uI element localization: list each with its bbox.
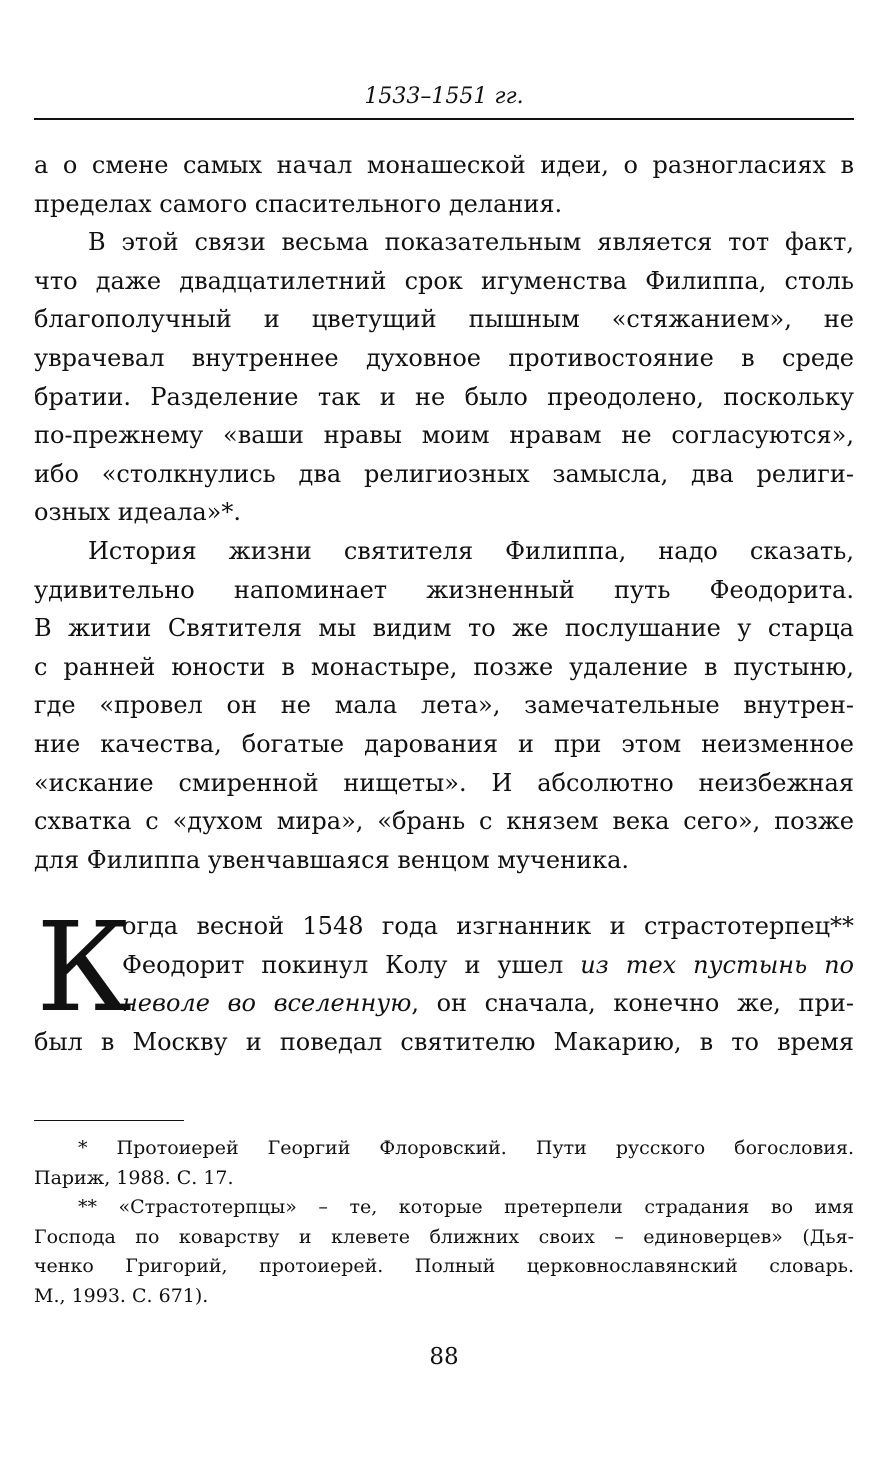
paragraph-continuation <box>34 146 854 223</box>
text-line <box>34 946 854 985</box>
paragraph-philip-life <box>34 532 854 879</box>
text-line: братии. Разделение так и не было преодолено, поскольку <box>34 382 854 411</box>
text-line: удивительно напоминает жизненный путь Феодорита. <box>34 575 854 604</box>
text-line: с ранней юности в монастыре, позже удаление в пустыню, <box>34 652 854 681</box>
header-rule <box>34 118 854 120</box>
italic-quote: из тех пустынь по <box>580 950 854 979</box>
text-line: благополучный и цветущий пышным «стяжанием», не <box>34 305 854 334</box>
running-head: 1533–1551 гг. <box>364 84 524 109</box>
italic-quote: неволе во вселенную <box>122 989 412 1018</box>
footnote-line: Господа по коварству и клевете ближних своих – единоверцев» (Дья- <box>34 1225 854 1248</box>
text-line: ние качества, богатые дарования и при этом неизменное <box>34 729 854 758</box>
text-line: а о смене самых начал монашеской идеи, о разногласиях в <box>34 151 854 179</box>
footnote <box>34 1134 854 1193</box>
footnote <box>34 1193 854 1311</box>
main-text <box>34 146 854 1062</box>
footnote-line: ** «Страстотерпцы» – те, которые претерпели страдания во имя <box>78 1196 854 1218</box>
text-line: был в Москву и поведал святителю Макарию, в то время <box>34 1028 854 1057</box>
text-segment: , он сначала, конечно же, при- <box>411 989 854 1018</box>
drop-cap: К <box>36 896 132 1041</box>
footnote-line: Париж, 1988. С. 17. <box>34 1166 234 1189</box>
text-line: «искание смиренной нищеты». И абсолютно неизбежная <box>34 768 854 797</box>
text-line: ибо «столкнулись два религиозных замысла, два религи- <box>34 459 854 488</box>
text-line: огда весной 1548 года изгнанник и страстотерпец** <box>122 912 854 941</box>
text-line: пределах самого спасительного делания. <box>34 189 563 218</box>
paragraph-igumenship <box>34 223 854 532</box>
text-line: озных идеала»*. <box>34 498 241 527</box>
text-line: по-прежнему «ваши нравы моим нравам не согласуются», <box>34 421 854 450</box>
footnote-line: * Протоиерей Георгий Флоровский. Пути русского богословия. <box>78 1137 854 1159</box>
text-line: что даже двадцатилетний срок игуменства Филиппа, столь <box>34 266 854 295</box>
book-page <box>34 0 854 1471</box>
text-line: В этой связи весьма показательным является тот факт, <box>88 228 854 257</box>
text-line: где «провел он не мала лета», замечательные внутрен- <box>34 691 854 720</box>
page-number: 88 <box>429 1344 459 1370</box>
footnote-line: М., 1993. С. 671). <box>34 1284 209 1307</box>
footnote-rule <box>34 1120 184 1121</box>
footnote-line: ченко Григорий, протоиерей. Полный церковнославянский словарь. <box>34 1255 854 1277</box>
text-line: для Филиппа увенчавшаяся венцом мученика. <box>34 845 630 874</box>
text-line: История жизни святителя Филиппа, надо сказать, <box>88 536 854 565</box>
text-line: В житии Святителя мы видим то же послушание у старца <box>34 614 854 643</box>
text-line: уврачевал внутреннее духовное противостояние в среде <box>34 343 854 372</box>
text-line: схватка с «духом мира», «брань с князем века сего», позже <box>34 807 854 836</box>
section-gap <box>34 879 854 907</box>
paragraph-feodorit <box>34 896 854 1061</box>
text-segment: Феодорит покинул Колу и ушел <box>122 950 581 979</box>
text-line <box>34 984 854 1023</box>
footnotes <box>34 1134 854 1311</box>
